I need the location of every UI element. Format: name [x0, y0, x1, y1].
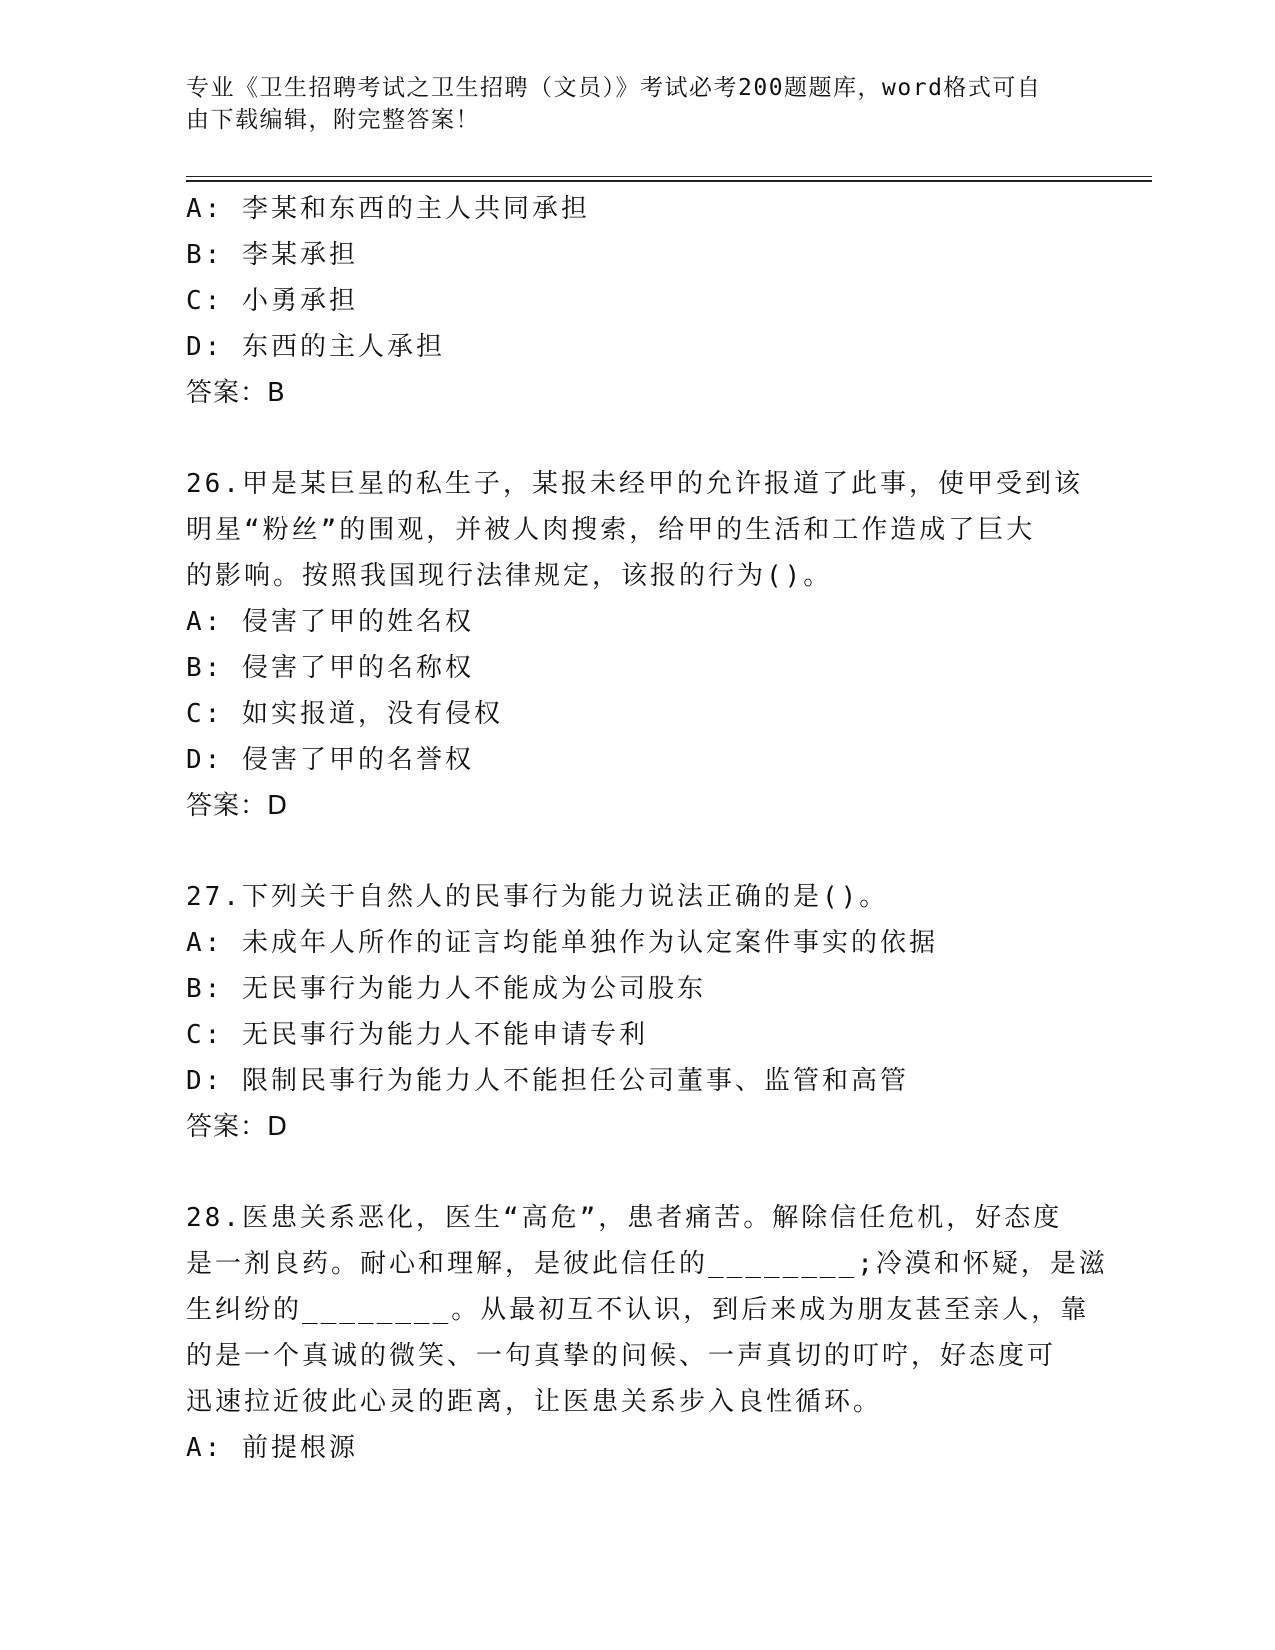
answer: 答案：D — [186, 1112, 289, 1142]
question-text-line: 明星“粉丝”的围观，并被人肉搜索，给甲的生活和工作造成了巨大 — [186, 515, 1036, 545]
question-text-line: 迅速拉近彼此心灵的距离，让医患关系步入良性循环。 — [186, 1387, 883, 1417]
header-line-2: 由下载编辑，附完整答案！ — [186, 107, 480, 133]
option-b: B: 无民事行为能力人不能成为公司股东 — [186, 974, 706, 1004]
option-a: A: 侵害了甲的姓名权 — [186, 607, 474, 637]
answer: 答案：B — [186, 378, 286, 408]
option-b: B: 李某承担 — [186, 240, 358, 270]
question-text-line: 生纠纷的________。从最初互不认识，到后来成为朋友甚至亲人，靠 — [186, 1295, 1090, 1325]
header-divider-thin — [186, 176, 1152, 177]
document-header — [186, 72, 1066, 136]
question-text-line: 27.下列关于自然人的民事行为能力说法正确的是()。 — [186, 882, 889, 912]
option-b: B: 侵害了甲的名称权 — [186, 653, 474, 683]
spacer — [186, 829, 1086, 874]
question-28 — [186, 1195, 1108, 1471]
question-25 — [186, 186, 1086, 416]
question-text-line: 是一剂良药。耐心和理解，是彼此信任的________;冷漠和怀疑，是滋 — [186, 1249, 1108, 1279]
option-c: C: 无民事行为能力人不能申请专利 — [186, 1020, 648, 1050]
spacer — [186, 1150, 1086, 1195]
option-a: A: 李某和东西的主人共同承担 — [186, 194, 590, 224]
option-d: D: 限制民事行为能力人不能担任公司董事、监管和高管 — [186, 1066, 909, 1096]
question-text-line: 26.甲是某巨星的私生子，某报未经甲的允许报道了此事，使甲受到该 — [186, 469, 1083, 499]
question-text-line: 28.医患关系恶化，医生“高危”，患者痛苦。解除信任危机，好态度 — [186, 1203, 1063, 1233]
question-27 — [186, 874, 1086, 1150]
option-c: C: 小勇承担 — [186, 286, 358, 316]
option-c: C: 如实报道，没有侵权 — [186, 699, 503, 729]
spacer — [186, 416, 1086, 461]
option-d: D: 侵害了甲的名誉权 — [186, 745, 474, 775]
question-text-line: 的影响。按照我国现行法律规定，该报的行为()。 — [186, 561, 833, 591]
question-text-line: 的是一个真诚的微笑、一句真挚的问候、一声真切的叮咛，好态度可 — [186, 1341, 1057, 1371]
option-d: D: 东西的主人承担 — [186, 332, 445, 362]
document-body — [186, 186, 1108, 1471]
option-a: A: 未成年人所作的证言均能单独作为认定案件事实的依据 — [186, 928, 938, 958]
header-line-1: 专业《卫生招聘考试之卫生招聘（文员）》考试必考200题题库，word格式可自 — [186, 75, 1042, 101]
header-divider-thick — [186, 180, 1152, 182]
option-a: A: 前提根源 — [186, 1433, 358, 1463]
answer: 答案：D — [186, 791, 289, 821]
question-26 — [186, 461, 1086, 829]
